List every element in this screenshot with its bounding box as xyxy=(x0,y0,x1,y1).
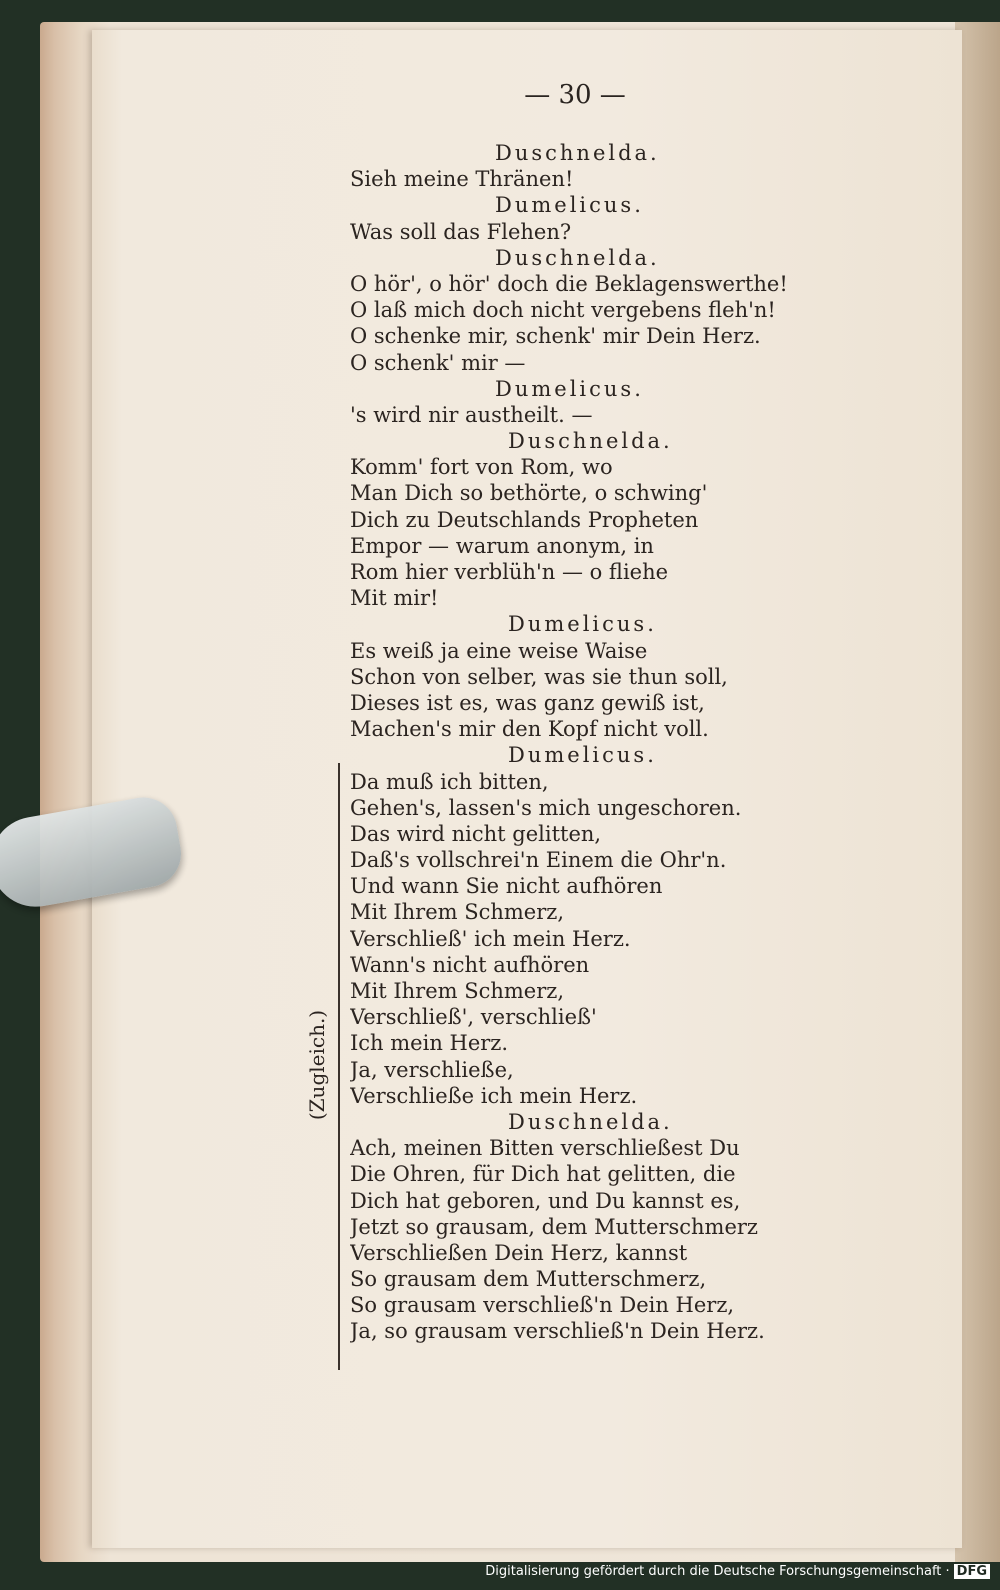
verse-line: Dich zu Deutschlands Propheten xyxy=(350,507,699,532)
verse-line: Sieh meine Thränen! xyxy=(350,167,574,192)
verse-line: O schenk' mir — xyxy=(350,350,526,375)
verse-line: Dich hat geboren, und Du kannst es, xyxy=(350,1188,741,1213)
speaker-name: Dumelicus. xyxy=(495,376,644,401)
play-text xyxy=(350,140,790,1345)
speaker-name: Duschnelda. xyxy=(508,429,673,454)
verse-line: Gehen's, lassen's mich ungeschoren. xyxy=(350,795,742,820)
speaker-name: Duschnelda. xyxy=(508,1109,673,1134)
verse-line: Was soll das Flehen? xyxy=(350,219,572,244)
verse-line: O hör', o hör' doch die Beklagenswerthe! xyxy=(350,271,788,296)
footer xyxy=(485,1564,990,1579)
verse-line: Empor — warum anonym, in xyxy=(350,533,654,558)
verse-line: Dieses ist es, was ganz gewiß ist, xyxy=(350,690,705,715)
verse-line: 's wird nir austheilt. — xyxy=(350,402,593,427)
verse-line: Verschließ' ich mein Herz. xyxy=(350,926,631,951)
verse-line: O schenke mir, schenk' mir Dein Herz. xyxy=(350,324,761,349)
verse-line: Verschließ', verschließ' xyxy=(350,1005,597,1030)
verse-line: Machen's mir den Kopf nicht voll. xyxy=(350,717,709,742)
verse-line: Mit Ihrem Schmerz, xyxy=(350,900,564,925)
speaker-name: Dumelicus. xyxy=(508,612,657,637)
verse-line: Ja, verschließe, xyxy=(350,1057,514,1082)
verse-line: O laß mich doch nicht vergebens fleh'n! xyxy=(350,298,776,323)
speaker-name: Dumelicus. xyxy=(508,743,657,768)
verse-line: Das wird nicht gelitten, xyxy=(350,821,602,846)
verse-line: Mit Ihrem Schmerz, xyxy=(350,979,564,1003)
verse-line: Ach, meinen Bitten verschließest Du xyxy=(350,1136,740,1161)
verse-line: Ich mein Herz. xyxy=(350,1031,509,1056)
dfg-logo: DFG xyxy=(954,1564,990,1579)
verse-line: So grausam dem Mutterschmerz, xyxy=(350,1267,707,1292)
verse-line: Rom hier verblüh'n — o fliehe xyxy=(350,560,669,584)
speaker-name: Duschnelda. xyxy=(495,245,660,270)
page-number: — 30 — xyxy=(524,80,626,110)
verse-line: Man Dich so bethörte, o schwing' xyxy=(350,481,708,506)
verse-line: Schon von selber, was sie thun soll, xyxy=(350,664,728,689)
speaker-name: Dumelicus. xyxy=(495,193,644,218)
verse-line: Daß's vollschrei'n Einem die Ohr'n. xyxy=(350,848,727,873)
verse-line: Und wann Sie nicht aufhören xyxy=(350,874,663,899)
verse-line: Da muß ich bitten, xyxy=(350,769,549,794)
verse-line: Mit mir! xyxy=(350,586,439,611)
verse-line: Es weiß ja eine weise Waise xyxy=(350,638,648,663)
bracket-label: (Zugleich.) xyxy=(305,1009,329,1121)
simultaneous-bracket xyxy=(338,763,348,1370)
verse-line: Ja, so grausam verschließ'n Dein Herz. xyxy=(350,1319,765,1344)
verse-line: Verschließe ich mein Herz. xyxy=(350,1083,638,1108)
verse-line: Jetzt so grausam, dem Mutterschmerz xyxy=(350,1214,758,1239)
speaker-name: Duschnelda. xyxy=(495,141,660,165)
verse-line: Wann's nicht aufhören xyxy=(350,952,590,977)
verse-line: So grausam verschließ'n Dein Herz, xyxy=(350,1293,735,1318)
verse-line: Komm' fort von Rom, wo xyxy=(350,455,613,480)
verse-line: Die Ohren, für Dich hat gelitten, die xyxy=(350,1162,736,1187)
footer-text: Digitalisierung gefördert durch die Deutsche Forschungsgemeinschaft · xyxy=(485,1564,950,1579)
verse-line: Verschließen Dein Herz, kannst xyxy=(350,1240,688,1265)
